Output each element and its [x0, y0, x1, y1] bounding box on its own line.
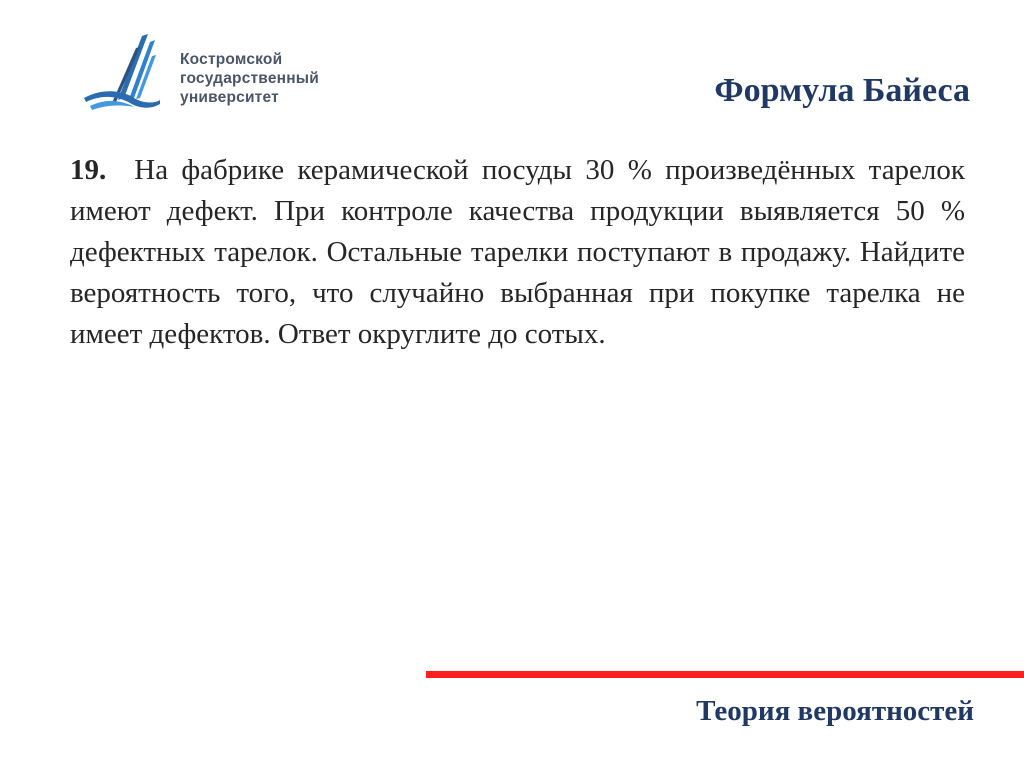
footer-divider	[426, 671, 1024, 678]
university-logo	[82, 32, 352, 122]
footer-subject: Теория вероятностей	[696, 695, 974, 727]
logo-wordmark	[180, 50, 380, 107]
problem-text: На фабрике керамической посуды 30 % произведённых тарелок имеют дефект. При контроле качества продукции выявляется 50 % дефектных тарелок. Остальные тарелки поступают в продажу. Найдите вероятность того, что случайно выбранная при покупке тарелка не имеет дефектов. Ответ округлите до сотых.	[70, 154, 965, 350]
problem-number: 19.	[70, 154, 107, 186]
kostroma-university-logo-icon	[82, 32, 172, 122]
logo-line-2: государственный	[180, 70, 319, 87]
problem-statement	[70, 150, 965, 355]
logo-line-3: университет	[180, 89, 279, 106]
logo-line-1: Костромской	[180, 51, 283, 68]
slide-title: Формула Байеса	[714, 72, 970, 109]
